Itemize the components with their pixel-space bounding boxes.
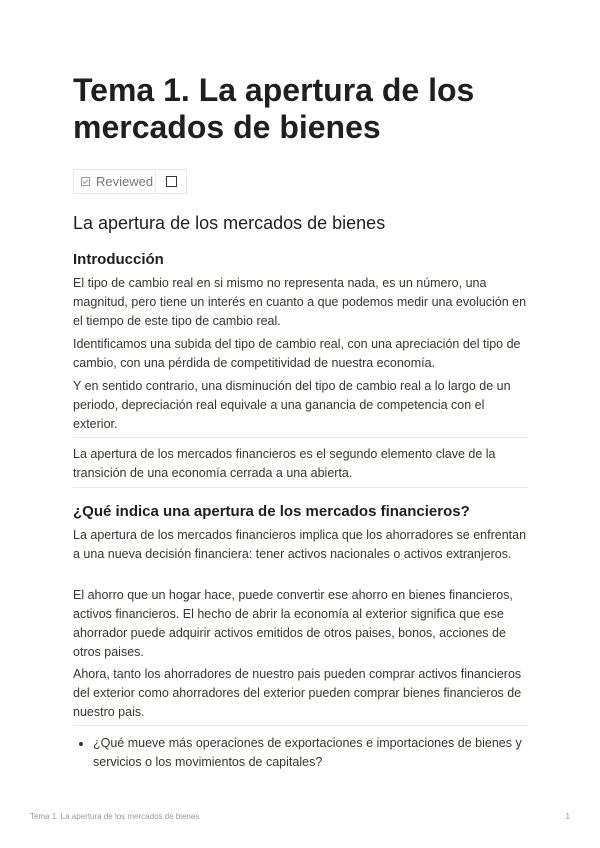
divider [73,725,528,726]
property-name [74,170,156,193]
reviewed-property [73,169,187,194]
bullet-list [73,734,528,772]
list-item-text: ¿Qué mueve más operaciones de exportaciones e importaciones de bienes y servicios o los movimientos de capitales? [93,736,522,769]
page-title: Tema 1. La apertura de los mercados de bienes [73,72,475,145]
property-label: Reviewed [96,174,154,189]
bullet-icon [79,742,83,746]
paragraph: Ahora, tanto los ahorradores de nuestro pais pueden comprar activos financieros del exterior como ahorradores del exterior pueden comprar bienes financieros de nuestro pais. [73,667,522,719]
paragraph: El ahorro que un hogar hace, puede convertir ese ahorro en bienes financieros, activos financieros. El hecho de abrir la economía al exterior significa que ese ahorrador puede adquirir activos emitidos de otros paises, bonos, acciones de otros paises. [73,588,513,659]
paragraph: La apertura de los mercados financieros implica que los ahorradores se enfrentan a una nueva decisión financiera: tener activos nacionales o activos extranjeros. [73,528,527,561]
property-value[interactable] [156,176,186,187]
paragraph: Identificamos una subida del tipo de cambio real, con una apreciación del tipo de cambio, con una pérdida de competitividad de nuestra economía. [73,337,521,370]
subheading-introduccion: Introducción [73,251,164,268]
reviewed-checkbox[interactable] [166,176,177,187]
page-number: 1 [565,812,570,821]
section-heading: La apertura de los mercados de bienes [73,213,386,233]
checkbox-property-icon [81,177,90,186]
footer-title: Tema 1. La apertura de los mercados de bienes [30,812,200,821]
callout-text: La apertura de los mercados financieros es el segundo elemento clave de la transición de una economía cerrada a una abierta. [73,447,496,480]
list-item [73,734,528,772]
paragraph: El tipo de cambio real en si mismo no representa nada, es un número, una magnitud, pero tiene un interés en cuanto a que podemos medir una evolución en el tiempo de este tipo de cambio real. [73,276,527,328]
subheading-mercados-financieros: ¿Qué indica una apertura de los mercados financieros? [73,503,470,520]
callout-block [73,437,528,488]
paragraph: Y en sentido contrario, una disminución del tipo de cambio real a lo largo de un periodo, depreciación real equivale a una ganancia de competencia con el exterior. [73,379,511,431]
